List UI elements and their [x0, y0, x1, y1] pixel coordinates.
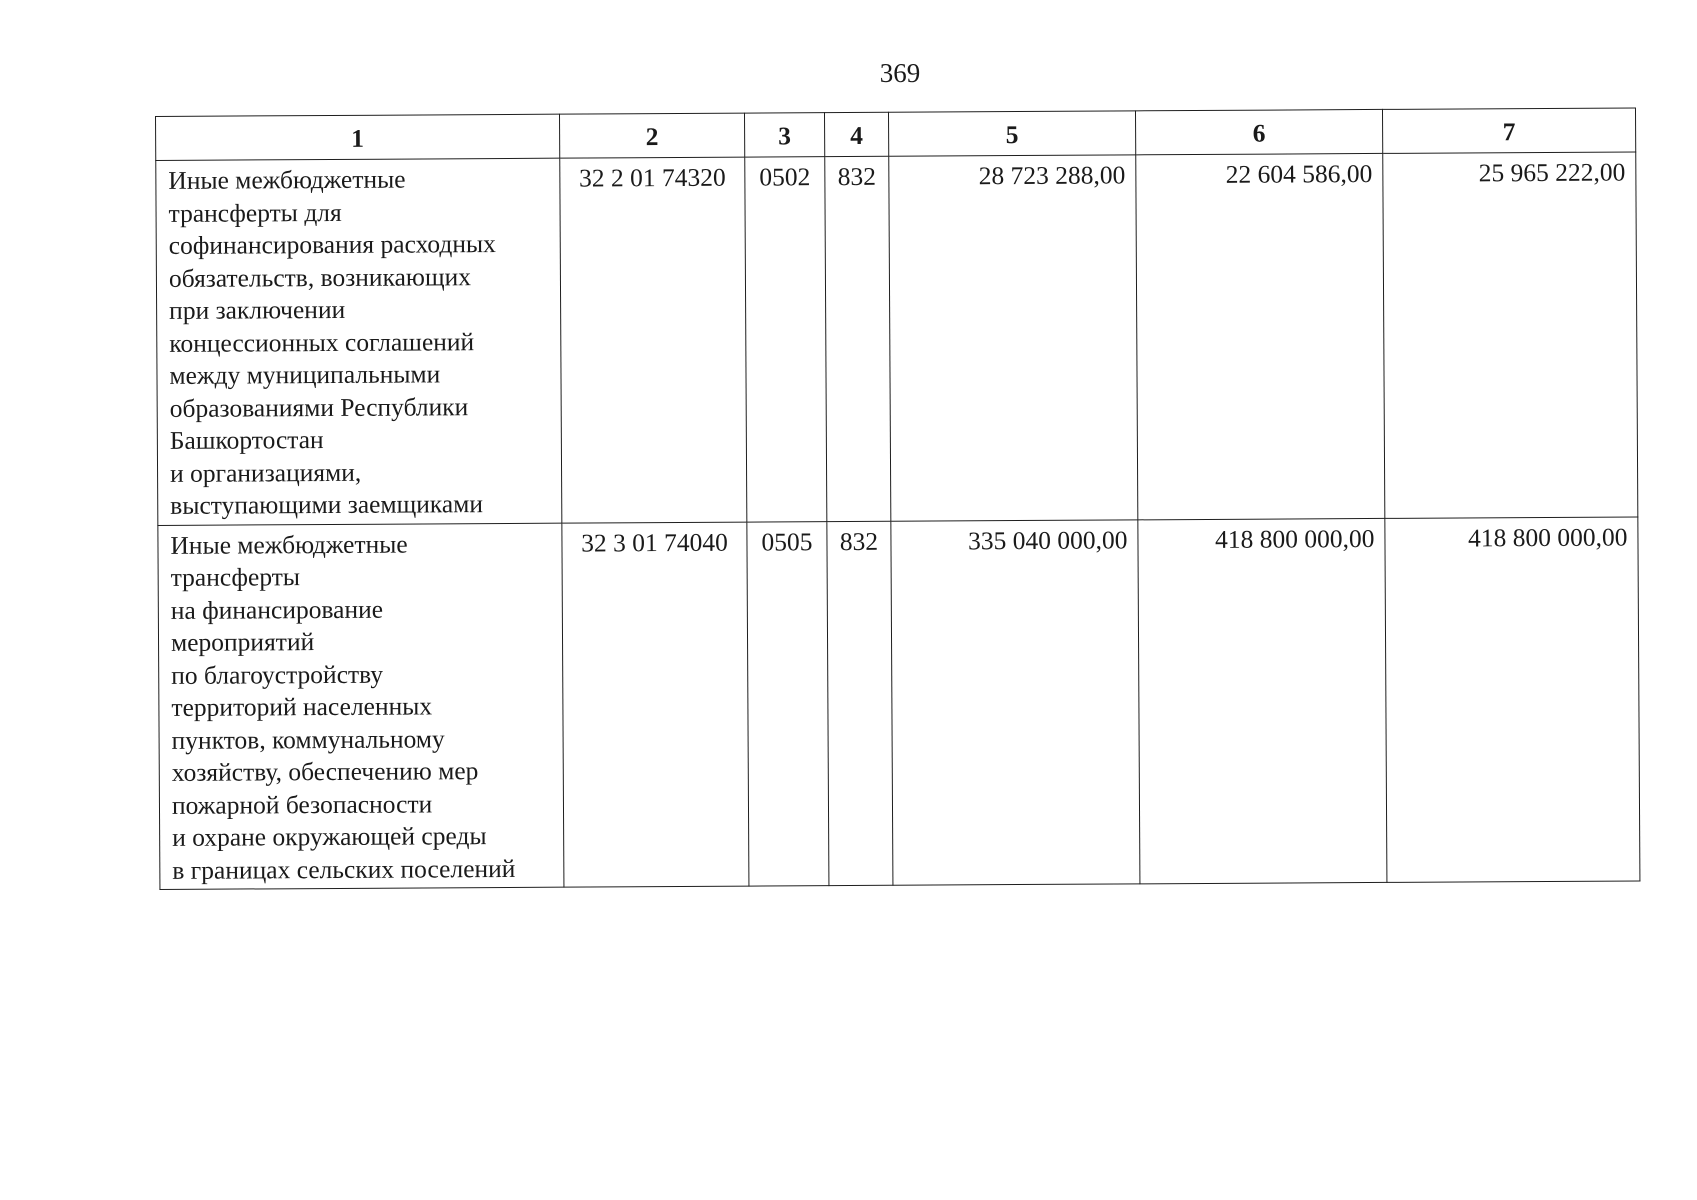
column-header-1: 1: [156, 114, 560, 160]
table-row: [158, 516, 1640, 889]
type-code-cell: 832: [825, 156, 891, 521]
section-code-cell: 0505: [747, 521, 829, 886]
column-header-5: 5: [888, 111, 1135, 156]
amount-cell-5: 28 723 288,00: [889, 155, 1138, 521]
column-header-3: 3: [744, 113, 824, 157]
expense-name-line: обязательств, возникающих: [168, 261, 472, 293]
expense-name-line: территорий населенных: [171, 691, 433, 722]
expense-name-line: образованиями Республики: [169, 391, 469, 423]
expense-name-line: между муниципальными: [169, 359, 441, 390]
expense-name-line: и организациями,: [169, 457, 362, 488]
expense-name-line: в границах сельских поселений: [172, 853, 516, 885]
table-body: [156, 152, 1640, 890]
target-code-cell: 32 2 01 74320: [560, 157, 747, 523]
amount-cell-7: 25 965 222,00: [1383, 152, 1638, 518]
expense-name-line: трансферты: [170, 562, 301, 592]
expense-name-line: мероприятий: [170, 627, 315, 657]
column-header-4: 4: [824, 112, 888, 156]
column-header-2: 2: [559, 113, 744, 158]
budget-table: [155, 107, 1640, 890]
expense-name-line: Башкортостан: [169, 425, 324, 455]
expense-name-line: пунктов, коммунальному: [171, 723, 445, 755]
expense-name-line: Иные межбюджетные: [168, 164, 406, 195]
expense-name-line: по благоустройству: [171, 659, 384, 690]
expense-name-line: при заключении: [169, 294, 346, 325]
amount-cell-7: 418 800 000,00: [1385, 516, 1640, 882]
page-number: 369: [879, 58, 921, 88]
amount-cell-6: 418 800 000,00: [1138, 518, 1387, 884]
expense-name-cell: [156, 158, 562, 525]
expense-name-line: на финансирование: [170, 594, 384, 625]
expense-name-line: концессионных соглашений: [169, 326, 475, 358]
section-code-cell: 0502: [745, 157, 827, 522]
expense-name-line: хозяйству, обеспечению мер: [171, 756, 479, 787]
target-code-cell: 32 3 01 74040: [562, 522, 749, 888]
expense-name-line: софинансирования расходных: [168, 229, 496, 260]
expense-name-line: Иные межбюджетные: [170, 529, 408, 560]
table-row: [156, 152, 1638, 525]
type-code-cell: 832: [827, 521, 893, 886]
amount-cell-6: 22 604 586,00: [1136, 153, 1385, 519]
column-header-7: 7: [1382, 108, 1635, 153]
expense-name-line: пожарной безопасности: [171, 788, 433, 820]
expense-name-line: и охране окружающей среды: [172, 821, 487, 852]
expense-name-line: трансферты для: [168, 197, 342, 228]
column-header-6: 6: [1135, 109, 1382, 154]
expense-name-cell: [158, 523, 564, 890]
expense-name-line: выступающими заемщиками: [170, 489, 484, 520]
amount-cell-5: 335 040 000,00: [891, 519, 1140, 885]
